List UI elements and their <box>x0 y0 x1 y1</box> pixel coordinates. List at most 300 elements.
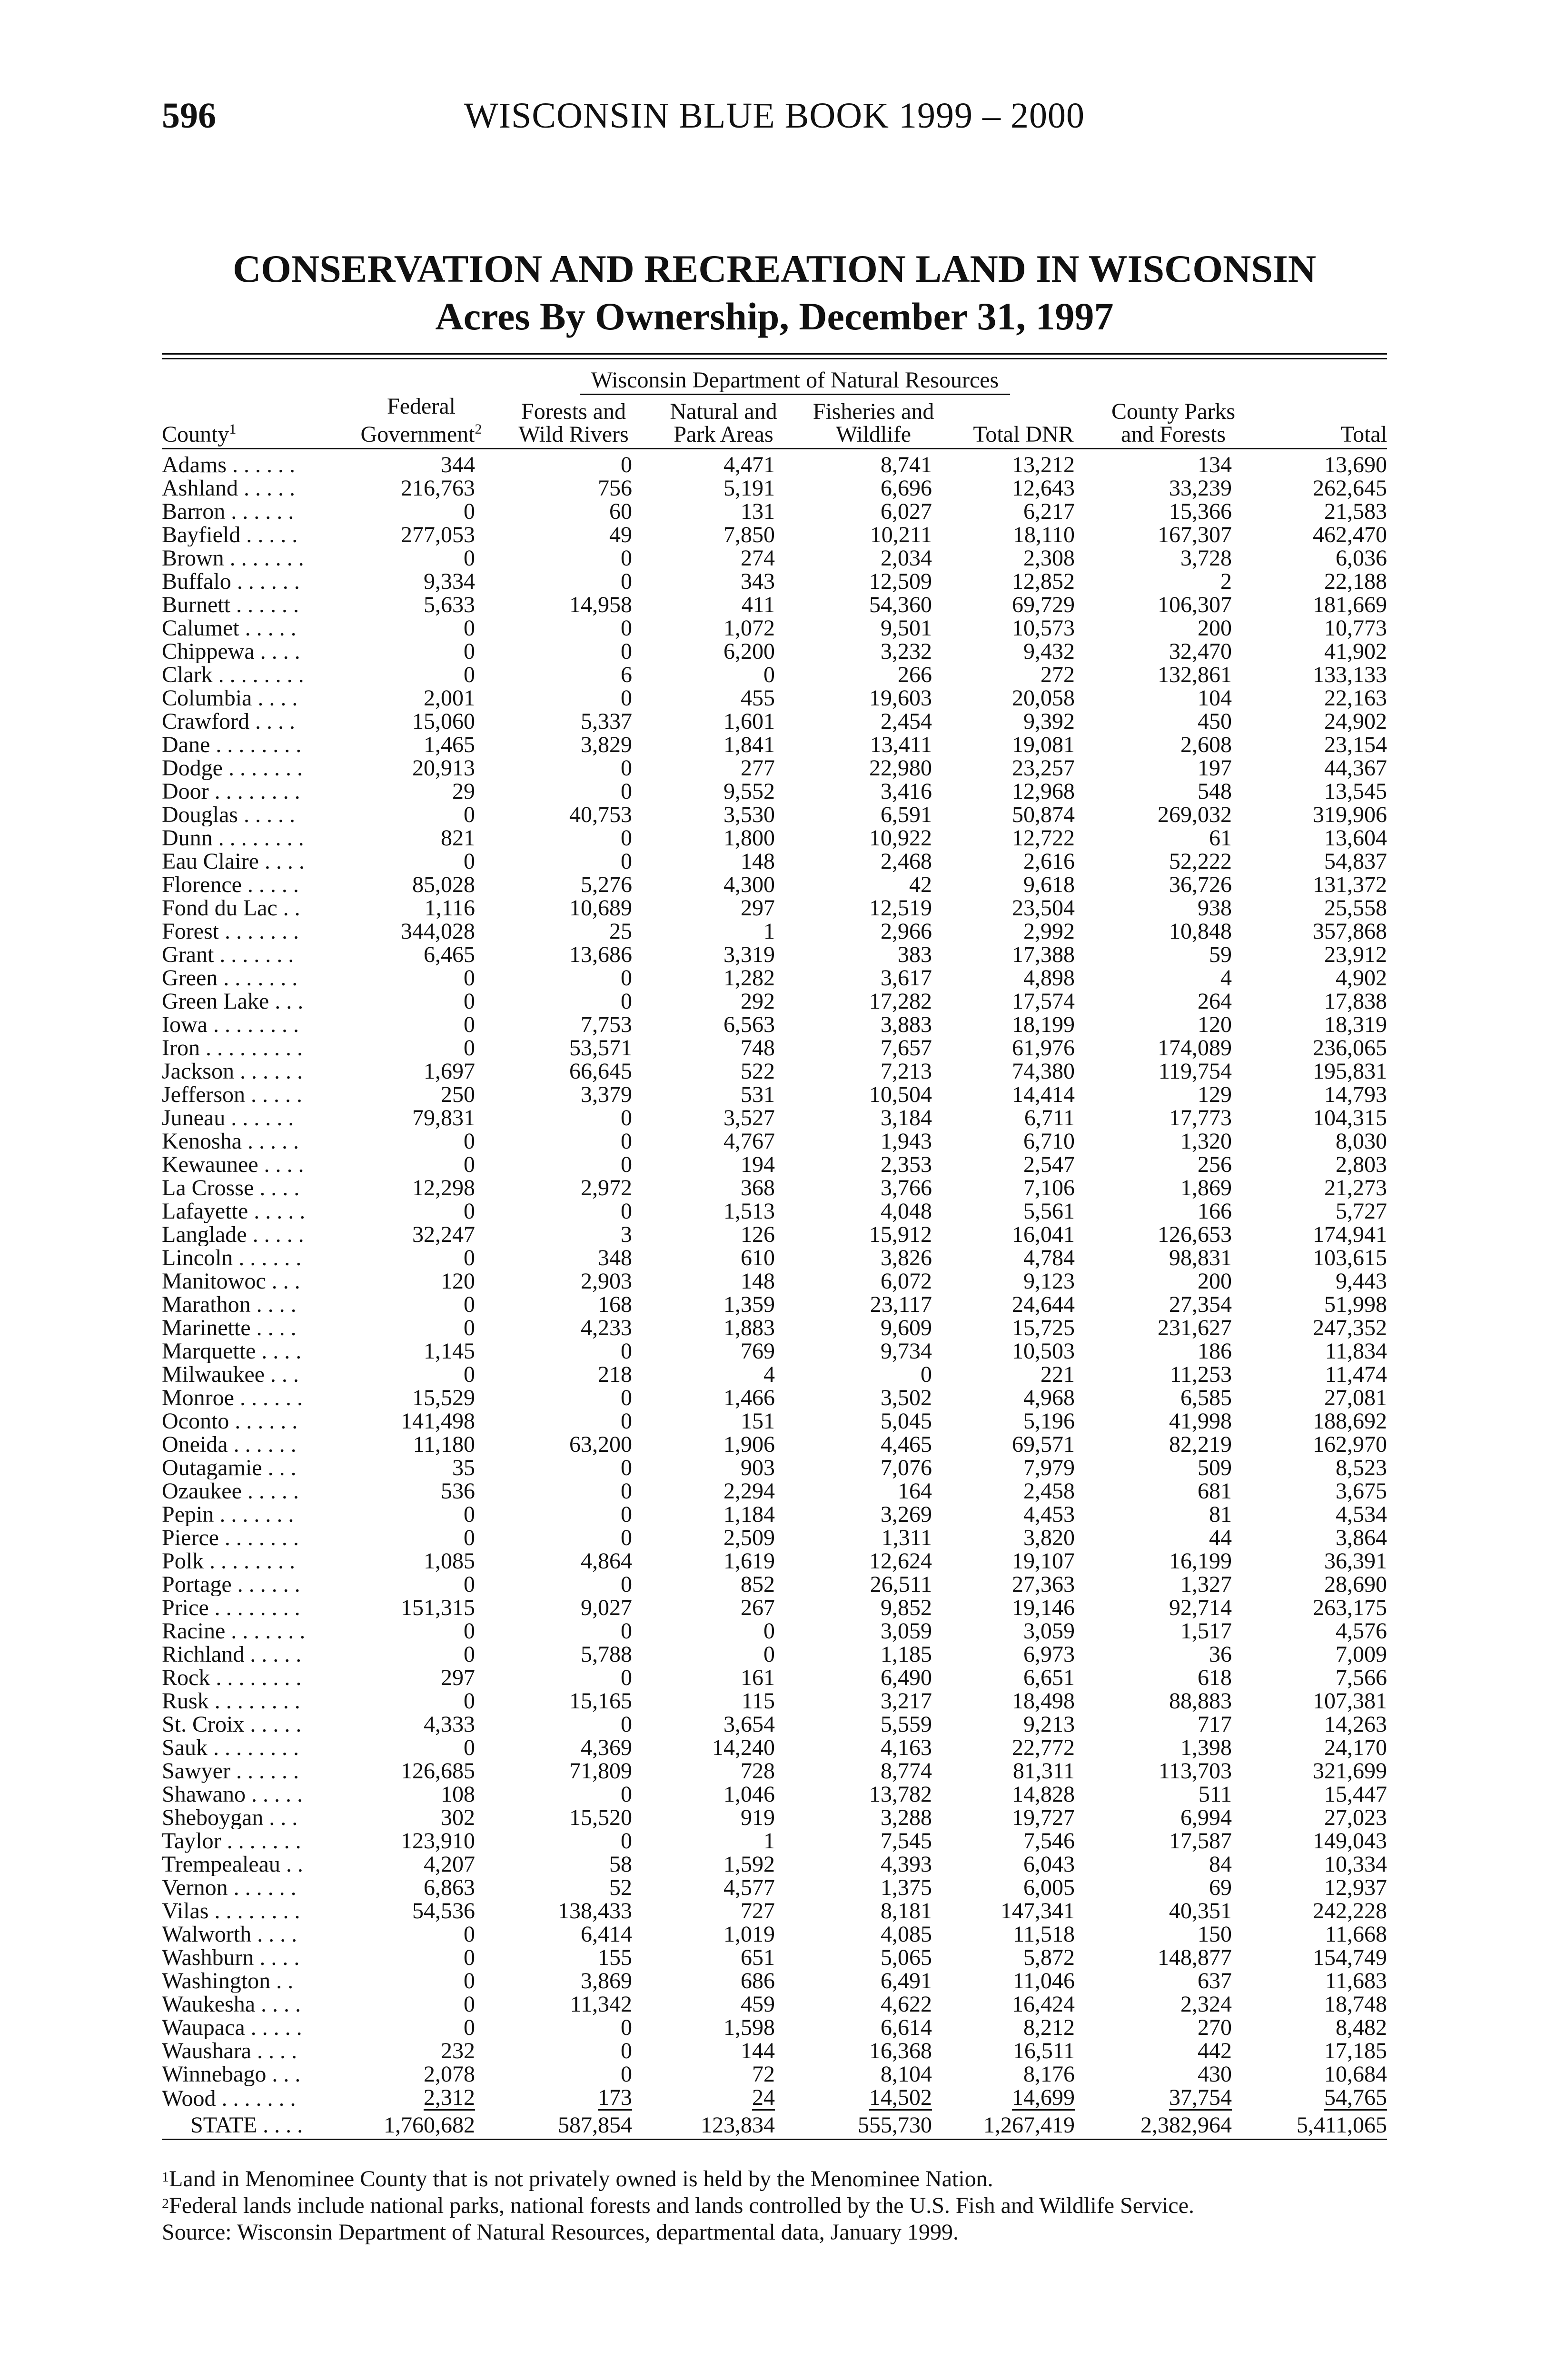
cell-value: 84 <box>1209 1853 1232 1876</box>
table-row <box>162 616 1387 640</box>
table-row <box>162 1549 1387 1573</box>
cell-value: 63,200 <box>569 1433 632 1456</box>
cell-value: 7,546 <box>1023 1829 1075 1853</box>
cell-value: 1,598 <box>723 2016 775 2039</box>
cell-value: 266 <box>898 663 932 686</box>
table-row <box>162 1456 1387 1479</box>
cell-value: 247,352 <box>1313 1316 1387 1339</box>
cell-value: 3,728 <box>1180 546 1232 570</box>
cell-value: 3,059 <box>1023 1619 1075 1643</box>
cell-value: 0 <box>621 1573 632 1596</box>
cell-value: 6,863 <box>424 1876 475 1899</box>
cell-value: 3,527 <box>723 1106 775 1130</box>
cell-value: 7,009 <box>1336 1643 1387 1666</box>
cell-value: 1,601 <box>723 710 775 733</box>
cell-value: 681 <box>1198 1479 1232 1503</box>
cell-value: 23,257 <box>1012 756 1075 780</box>
county-name: Washington . . <box>162 1969 294 1993</box>
cell-value: 14,263 <box>1324 1713 1387 1736</box>
cell-value: 15,725 <box>1012 1316 1075 1339</box>
cell-value: 18,748 <box>1324 1993 1387 2016</box>
table-row <box>162 896 1387 920</box>
title-rule-top <box>162 353 1387 355</box>
cell-value: 200 <box>1198 1269 1232 1293</box>
cell-value: 11,668 <box>1325 1923 1387 1946</box>
cell-value: 8,523 <box>1336 1456 1387 1479</box>
cell-value: 6,614 <box>881 2016 932 2039</box>
cell-value: 54,360 <box>869 593 932 616</box>
cell-value: 6,200 <box>723 640 775 663</box>
cell-value: 2,616 <box>1023 850 1075 873</box>
cell-value: 92,714 <box>1169 1596 1232 1619</box>
cell-value: 44 <box>1209 1526 1232 1549</box>
cell-value: 41,998 <box>1169 1409 1232 1433</box>
table-row <box>162 1526 1387 1549</box>
cell-value: 8,741 <box>881 452 932 476</box>
cell-value: 231,627 <box>1158 1316 1232 1339</box>
cell-value: 61,976 <box>1012 1036 1075 1060</box>
county-name: Dunn . . . . . . . . <box>162 826 304 850</box>
cell-value: 85,028 <box>412 873 475 896</box>
cell-value: 3,502 <box>881 1386 932 1409</box>
cell-value: 24,902 <box>1324 710 1387 733</box>
cell-value: 10,573 <box>1012 616 1075 640</box>
cell-value: 0 <box>464 1503 475 1526</box>
county-name: Ashland . . . . . <box>162 476 295 500</box>
cell-value: 5,633 <box>424 593 475 616</box>
running-head: WISCONSIN BLUE BOOK 1999 – 2000 <box>464 96 1085 136</box>
cell-value: 221 <box>1041 1363 1075 1386</box>
cell-value: 9,334 <box>424 570 475 593</box>
cell-value: 6 <box>621 663 632 686</box>
cell-value: 1,619 <box>723 1549 775 1573</box>
cell-value: 6,072 <box>881 1269 932 1293</box>
county-name: Green Lake . . . <box>162 990 304 1013</box>
cell-value: 1,697 <box>424 1060 475 1083</box>
cell-value: 4,622 <box>881 1993 932 2016</box>
table-row <box>162 920 1387 943</box>
cell-value: 0 <box>621 1153 632 1176</box>
cell-value: 3,184 <box>881 1106 932 1130</box>
state-total-value: 2,382,964 <box>1095 2111 1252 2140</box>
cell-value: 2,547 <box>1023 1153 1075 1176</box>
county-name: Vilas . . . . . . . . <box>162 1899 300 1923</box>
cell-value: 174,089 <box>1158 1036 1232 1060</box>
cell-value: 509 <box>1198 1456 1232 1479</box>
table-row <box>162 1409 1387 1433</box>
cell-value: 11,518 <box>1012 1923 1075 1946</box>
cell-value: 4,453 <box>1023 1503 1075 1526</box>
table-row <box>162 1899 1387 1923</box>
col-federal: Federal Government$^2$ <box>347 395 495 449</box>
cell-value: 4,784 <box>1023 1246 1075 1269</box>
cell-value: 2,308 <box>1023 546 1075 570</box>
table-row <box>162 2086 1387 2111</box>
table-row <box>162 1876 1387 1899</box>
cell-value: 13,212 <box>1012 452 1075 476</box>
table-row <box>162 1619 1387 1643</box>
cell-value: 4,898 <box>1023 966 1075 990</box>
cell-value: 2,034 <box>881 546 932 570</box>
cell-value: 4,163 <box>881 1736 932 1759</box>
cell-value: 1,116 <box>424 896 475 920</box>
cell-value: 120 <box>1198 1013 1232 1036</box>
county-name: Green . . . . . . . <box>162 966 298 990</box>
cell-value: 0 <box>464 500 475 523</box>
cell-value: 18,498 <box>1012 1689 1075 1713</box>
cell-value: 0 <box>464 1200 475 1223</box>
cell-value: 0 <box>621 640 632 663</box>
cell-value: 151 <box>741 1409 775 1433</box>
cell-value: 0 <box>621 1409 632 1433</box>
cell-value: 107,381 <box>1313 1689 1387 1713</box>
cell-value: 343 <box>741 570 775 593</box>
cell-value: 450 <box>1198 710 1232 733</box>
cell-value: 27,081 <box>1324 1386 1387 1409</box>
cell-value: 2,509 <box>723 1526 775 1549</box>
cell-value: 36 <box>1209 1643 1232 1666</box>
cell-value: 24,644 <box>1012 1293 1075 1316</box>
cell-value: 262,645 <box>1313 476 1387 500</box>
cell-value: 53,571 <box>569 1036 632 1060</box>
table-row <box>162 756 1387 780</box>
cell-value: 14,958 <box>569 593 632 616</box>
cell-value: 10,689 <box>569 896 632 920</box>
cell-value: 32,470 <box>1169 640 1232 663</box>
cell-value: 9,501 <box>881 616 932 640</box>
cell-value: 21,273 <box>1324 1176 1387 1200</box>
cell-value: 357,868 <box>1313 920 1387 943</box>
cell-value: 15,447 <box>1324 1783 1387 1806</box>
cell-value: 5,561 <box>1023 1200 1075 1223</box>
col-county: County$^1$ <box>162 395 347 449</box>
county-name: Portage . . . . . . <box>162 1573 300 1596</box>
cell-value: 4,300 <box>723 873 775 896</box>
cell-value: 1,359 <box>723 1293 775 1316</box>
county-name: Vernon . . . . . . <box>162 1876 297 1899</box>
cell-value: 58 <box>609 1853 632 1876</box>
cell-value: 4,465 <box>881 1433 932 1456</box>
cell-value: 10,773 <box>1324 616 1387 640</box>
county-name: Lafayette . . . . . <box>162 1200 306 1223</box>
cell-value: 42 <box>909 873 932 896</box>
cell-value: 9,609 <box>881 1316 932 1339</box>
cell-value: 5,191 <box>723 476 775 500</box>
title-line-1: CONSERVATION AND RECREATION LAND IN WISCONSIN <box>232 247 1317 290</box>
table-row <box>162 803 1387 826</box>
county-name: Pepin . . . . . . . <box>162 1503 294 1526</box>
cell-value: 0 <box>621 1200 632 1223</box>
table-row <box>162 1060 1387 1083</box>
cell-value: 88,883 <box>1169 1689 1232 1713</box>
cell-value: 82,219 <box>1169 1433 1232 1456</box>
cell-value: 131,372 <box>1313 873 1387 896</box>
cell-value: 0 <box>621 570 632 593</box>
cell-value: 0 <box>464 1316 475 1339</box>
footnote-2: $^2$Federal lands include national parks, national forests and lands controlled by the U.S. Fish and Wildlife Service. <box>162 2193 1195 2218</box>
table-row <box>162 780 1387 803</box>
cell-value: 2,972 <box>581 1176 632 1200</box>
table-row <box>162 1083 1387 1106</box>
table-row <box>162 966 1387 990</box>
cell-value: 16,424 <box>1012 1993 1075 2016</box>
cell-value: 14,699 <box>1012 2086 1075 2110</box>
cell-value: 344 <box>441 452 475 476</box>
cell-value: 383 <box>898 943 932 966</box>
cell-value: 292 <box>741 990 775 1013</box>
cell-value: 321,699 <box>1313 1759 1387 1783</box>
cell-value: 0 <box>464 1130 475 1153</box>
cell-value: 1,517 <box>1180 1619 1232 1643</box>
cell-value: 297 <box>741 896 775 920</box>
cell-value: 430 <box>1198 2063 1232 2086</box>
cell-value: 272 <box>1041 663 1075 686</box>
county-name: Trempealeau . . <box>162 1853 303 1876</box>
cell-value: 0 <box>621 2039 632 2063</box>
cell-value: 344,028 <box>401 920 475 943</box>
cell-value: 821 <box>441 826 475 850</box>
table-row <box>162 523 1387 546</box>
cell-value: 6,491 <box>881 1969 932 1993</box>
table-row <box>162 990 1387 1013</box>
cell-value: 151,315 <box>401 1596 475 1619</box>
cell-value: 3,654 <box>723 1713 775 1736</box>
cell-value: 0 <box>464 1013 475 1036</box>
cell-value: 119,754 <box>1158 1060 1232 1083</box>
county-name: Columbia . . . . <box>162 686 298 710</box>
county-name: Sawyer . . . . . . <box>162 1759 299 1783</box>
county-name: Langlade . . . . . <box>162 1223 304 1246</box>
cell-value: 129 <box>1198 1083 1232 1106</box>
cell-value: 25,558 <box>1324 896 1387 920</box>
cell-value: 4,471 <box>723 452 775 476</box>
cell-value: 0 <box>621 1713 632 1736</box>
cell-value: 61 <box>1209 826 1232 850</box>
table-row <box>162 2063 1387 2086</box>
table-row <box>162 1433 1387 1456</box>
table-row <box>162 640 1387 663</box>
cell-value: 0 <box>621 1829 632 1853</box>
cell-value: 9,392 <box>1023 710 1075 733</box>
table-row <box>162 1013 1387 1036</box>
cell-value: 16,199 <box>1169 1549 1232 1573</box>
cell-value: 22,772 <box>1012 1736 1075 1759</box>
county-name: Marinette . . . . <box>162 1316 297 1339</box>
cell-value: 0 <box>621 756 632 780</box>
cell-value: 27,354 <box>1169 1293 1232 1316</box>
cell-value: 3,766 <box>881 1176 932 1200</box>
county-name: Sheboygan . . . <box>162 1806 298 1829</box>
cell-value: 13,545 <box>1324 780 1387 803</box>
cell-value: 5,727 <box>1336 1200 1387 1223</box>
cell-value: 459 <box>741 1993 775 2016</box>
county-name: Milwaukee . . . <box>162 1363 299 1386</box>
county-name: Rusk . . . . . . . . <box>162 1689 300 1713</box>
cell-value: 12,937 <box>1324 1876 1387 1899</box>
cell-value: 6,217 <box>1023 500 1075 523</box>
cell-value: 173 <box>598 2086 632 2110</box>
county-name: Oconto . . . . . . <box>162 1409 298 1433</box>
county-name: Kewaunee . . . . <box>162 1153 304 1176</box>
county-name: Waukesha . . . . <box>162 1993 301 2016</box>
county-name: Crawford . . . . <box>162 710 295 733</box>
cell-value: 4,576 <box>1336 1619 1387 1643</box>
cell-value: 0 <box>621 966 632 990</box>
table-row <box>162 1759 1387 1783</box>
cell-value: 144 <box>741 2039 775 2063</box>
county-name: St. Croix . . . . . <box>162 1713 302 1736</box>
cell-value: 12,509 <box>869 570 932 593</box>
county-name: Marquette . . . . <box>162 1339 302 1363</box>
cell-value: 5,872 <box>1023 1946 1075 1969</box>
footnotes <box>162 2166 1387 2246</box>
cell-value: 22,980 <box>869 756 932 780</box>
cell-value: 938 <box>1198 896 1232 920</box>
cell-value: 123,910 <box>401 1829 475 1853</box>
cell-value: 0 <box>464 1946 475 1969</box>
cell-value: 69 <box>1209 1876 1232 1899</box>
table-row <box>162 2039 1387 2063</box>
cell-value: 686 <box>741 1969 775 1993</box>
table-row <box>162 873 1387 896</box>
cell-value: 74,380 <box>1012 1060 1075 1083</box>
county-name: Juneau . . . . . . <box>162 1106 294 1130</box>
cell-value: 769 <box>741 1339 775 1363</box>
cell-value: 12,722 <box>1012 826 1075 850</box>
cell-value: 903 <box>741 1456 775 1479</box>
county-name: Brown . . . . . . . <box>162 546 304 570</box>
county-name: Kenosha . . . . . <box>162 1130 299 1153</box>
cell-value: 4,207 <box>424 1853 475 1876</box>
cell-value: 3,530 <box>723 803 775 826</box>
cell-value: 2,312 <box>424 2086 475 2110</box>
table-row <box>162 1106 1387 1130</box>
county-name: Walworth . . . . <box>162 1923 297 1946</box>
cell-value: 44,367 <box>1324 756 1387 780</box>
state-total-value: 1,760,682 <box>347 2111 495 2140</box>
cell-value: 7,566 <box>1336 1666 1387 1689</box>
cell-value: 32,247 <box>412 1223 475 1246</box>
cell-value: 28,690 <box>1324 1573 1387 1596</box>
cell-value: 3,416 <box>881 780 932 803</box>
cell-value: 11,474 <box>1325 1363 1387 1386</box>
cell-value: 522 <box>741 1060 775 1083</box>
cell-value: 1,327 <box>1180 1573 1232 1596</box>
county-name: Polk . . . . . . . . <box>162 1549 296 1573</box>
cell-value: 1,184 <box>723 1503 775 1526</box>
cell-value: 0 <box>621 1456 632 1479</box>
cell-value: 9,213 <box>1023 1713 1075 1736</box>
county-name: Buffalo . . . . . . <box>162 570 300 593</box>
cell-value: 40,753 <box>569 803 632 826</box>
cell-value: 14,793 <box>1324 1083 1387 1106</box>
cell-value: 17,185 <box>1324 2039 1387 2063</box>
cell-value: 4,369 <box>581 1736 632 1759</box>
county-name: Jefferson . . . . . <box>162 1083 303 1106</box>
cell-value: 16,511 <box>1012 2039 1075 2063</box>
cell-value: 4,902 <box>1336 966 1387 990</box>
cell-value: 277 <box>741 756 775 780</box>
cell-value: 134 <box>1198 452 1232 476</box>
cell-value: 2,992 <box>1023 920 1075 943</box>
cell-value: 0 <box>621 1526 632 1549</box>
cell-value: 3,288 <box>881 1806 932 1829</box>
cell-value: 6,651 <box>1023 1666 1075 1689</box>
cell-value: 218 <box>598 1363 632 1386</box>
source-note: Source: Wisconsin Department of Natural Resources, departmental data, January 1999. <box>162 2220 959 2245</box>
cell-value: 161 <box>741 1666 775 1689</box>
cell-value: 4,085 <box>881 1923 932 1946</box>
cell-value: 4,864 <box>581 1549 632 1573</box>
cell-value: 17,388 <box>1012 943 1075 966</box>
cell-value: 54,536 <box>412 1899 475 1923</box>
state-total-row <box>162 2111 1387 2140</box>
county-name: Douglas . . . . . <box>162 803 295 826</box>
cell-value: 0 <box>621 1479 632 1503</box>
cell-value: 188,692 <box>1313 1409 1387 1433</box>
cell-value: 1,465 <box>424 733 475 756</box>
table-row <box>162 1176 1387 1200</box>
cell-value: 0 <box>464 803 475 826</box>
cell-value: 18,199 <box>1012 1013 1075 1036</box>
col-natural: Natural and Park Areas <box>652 395 795 449</box>
cell-value: 154,749 <box>1313 1946 1387 1969</box>
cell-value: 155 <box>598 1946 632 1969</box>
cell-value: 11,180 <box>413 1433 475 1456</box>
cell-value: 1,943 <box>881 1130 932 1153</box>
cell-value: 6,465 <box>424 943 475 966</box>
cell-value: 0 <box>621 1386 632 1409</box>
table-row <box>162 1339 1387 1363</box>
cell-value: 8,104 <box>881 2063 932 2086</box>
cell-value: 1,019 <box>723 1923 775 1946</box>
cell-value: 81,311 <box>1012 1759 1075 1783</box>
cell-value: 132,861 <box>1158 663 1232 686</box>
cell-value: 40,351 <box>1169 1899 1232 1923</box>
cell-value: 8,482 <box>1336 2016 1387 2039</box>
table-row <box>162 1783 1387 1806</box>
cell-value: 3,826 <box>881 1246 932 1269</box>
cell-value: 3,820 <box>1023 1526 1075 1549</box>
cell-value: 756 <box>598 476 632 500</box>
cell-value: 11,342 <box>570 1993 632 2016</box>
cell-value: 2,608 <box>1180 733 1232 756</box>
cell-value: 4,767 <box>723 1130 775 1153</box>
cell-value: 115 <box>741 1689 775 1713</box>
cell-value: 6,490 <box>881 1666 932 1689</box>
cell-value: 637 <box>1198 1969 1232 1993</box>
table-row <box>162 1923 1387 1946</box>
cell-value: 10,684 <box>1324 2063 1387 2086</box>
col-total-dnr: Total DNR <box>952 395 1095 449</box>
cell-value: 164 <box>898 1479 932 1503</box>
cell-value: 0 <box>464 850 475 873</box>
cell-value: 6,043 <box>1023 1853 1075 1876</box>
cell-value: 13,411 <box>870 733 932 756</box>
cell-value: 455 <box>741 686 775 710</box>
cell-value: 267 <box>741 1596 775 1619</box>
table-row <box>162 710 1387 733</box>
cell-value: 81 <box>1209 1503 1232 1526</box>
cell-value: 15,165 <box>569 1689 632 1713</box>
cell-value: 147,341 <box>1001 1899 1075 1923</box>
cell-value: 7,106 <box>1023 1176 1075 1200</box>
cell-value: 0 <box>464 1923 475 1946</box>
cell-value: 0 <box>464 1969 475 1993</box>
cell-value: 3,269 <box>881 1503 932 1526</box>
table-row <box>162 2016 1387 2039</box>
table-row <box>162 570 1387 593</box>
